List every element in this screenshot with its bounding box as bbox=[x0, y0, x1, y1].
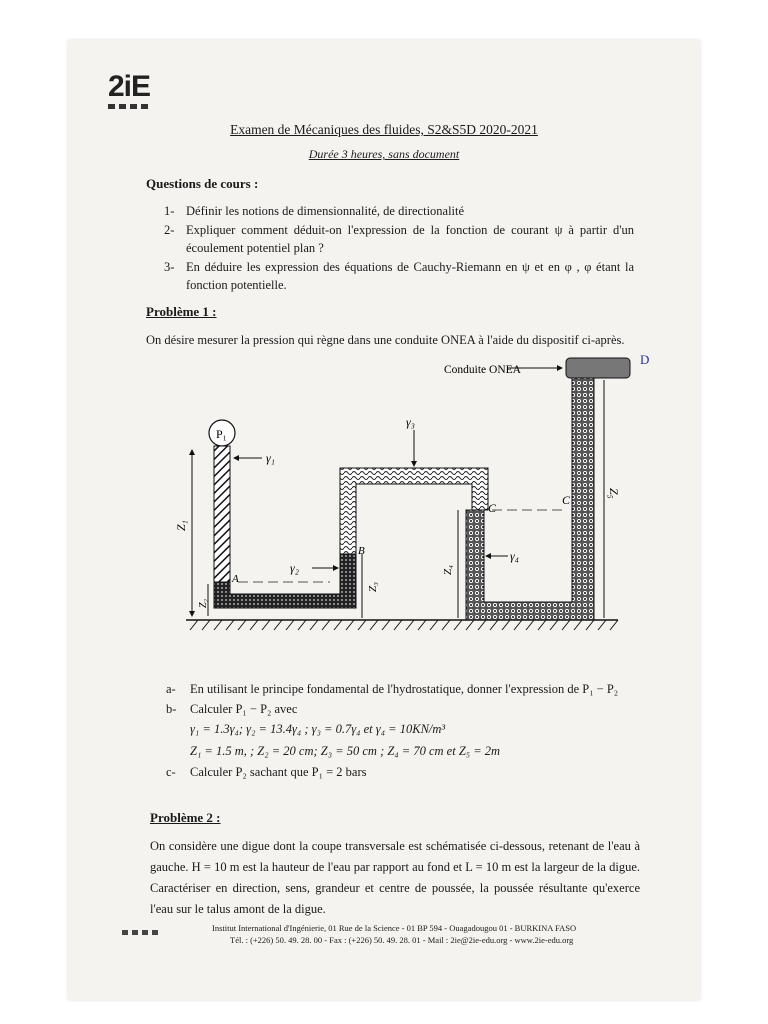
question-number: 1- bbox=[164, 204, 175, 218]
probleme1-item-a bbox=[166, 682, 618, 697]
question-item bbox=[164, 221, 634, 257]
question-number: 3- bbox=[164, 260, 175, 274]
item-text: Calculer P₂ sachant que P₁ = 2 bars bbox=[190, 765, 367, 779]
question-text: Expliquer comment déduit-on l'expression de la fonction de courant ψ à partir d'un écoulement potentiel plan ? bbox=[186, 223, 634, 255]
probleme1-gamma-values: γ₁ = 1.3γ₄; γ₂ = 13.4γ₄ ; γ₃ = 0.7γ₄ et γ₄ = 10KN/m³ bbox=[190, 722, 446, 736]
question-number: 2- bbox=[164, 223, 175, 237]
probleme1-item-b bbox=[166, 702, 297, 717]
probleme1-heading: Problème 1 : bbox=[146, 304, 217, 319]
p1-label: P₁ bbox=[216, 427, 227, 441]
z5-label: Z₅ bbox=[607, 488, 621, 499]
point-b-label: B bbox=[358, 545, 365, 557]
gamma1-label: γ₁ bbox=[266, 451, 275, 465]
question-item bbox=[164, 202, 634, 220]
point-c2-label: C bbox=[562, 493, 571, 507]
footer bbox=[212, 922, 576, 946]
point-c1-label: C bbox=[488, 501, 497, 515]
footer-dots bbox=[122, 930, 158, 935]
footer-address: Institut International d'Ingénierie, 01 Rue de la Science - 01 BP 594 - Ouagadougou 01 - BURKINA FASO bbox=[212, 923, 577, 933]
conduite-onea bbox=[566, 358, 630, 378]
question-text: Définir les notions de dimensionnalité, de directionalité bbox=[186, 204, 465, 218]
gamma4-label: γ₄ bbox=[510, 549, 519, 563]
ground-hatch bbox=[190, 620, 618, 630]
question-text: En déduire les expression des équations de Cauchy-Riemann en ψ et en φ , φ étant la fonction potentielle. bbox=[186, 260, 634, 292]
manometer-diagram bbox=[0, 350, 768, 650]
item-label: b- bbox=[166, 702, 177, 716]
probleme2-text: On considère une digue dont la coupe transversale est schématisée ci-dessous, retenant de l'eau à gauche. H = 10 m est la hauteur de l'eau par rapport au fond et L = 10 m est la largeur de la digue. Caractériser en direction, sens, grandeur et centre de poussée, la poussée résultante qu'exerce l'eau sur le talus amont de la digue. bbox=[150, 839, 640, 916]
logo-dots bbox=[108, 104, 150, 109]
item-label: a- bbox=[166, 682, 176, 696]
exam-title: Examen de Mécaniques des fluides, S2&S5D 2020-2021 bbox=[230, 122, 538, 137]
gamma1-column bbox=[214, 446, 230, 582]
point-a-label: A bbox=[232, 573, 239, 585]
logo-text: 2iE bbox=[108, 70, 151, 103]
probleme2-heading: Problème 2 : bbox=[150, 810, 221, 825]
item-text: En utilisant le principe fondamental de l'hydrostatique, donner l'expression de P₁ − P₂ bbox=[190, 682, 619, 696]
gamma3-label: γ₃ bbox=[406, 415, 415, 429]
probleme1-z-values: Z₁ = 1.5 m, ; Z₂ = 20 cm; Z₃ = 50 cm ; Z₄ = 70 cm et Z₅ = 2m bbox=[190, 744, 501, 758]
school-logo bbox=[108, 72, 150, 109]
z4-label: Z₄ bbox=[442, 565, 454, 575]
footer-contact: Tél. : (+226) 50. 49. 28. 00 - Fax : (+226) 50. 49. 28. 01 - Mail : 2ie@2ie-edu.org - www.2ie-edu.org bbox=[230, 935, 574, 945]
point-d-label: D bbox=[640, 352, 650, 367]
questions-heading: Questions de cours : bbox=[146, 176, 259, 191]
conduite-label: Conduite ONEA bbox=[444, 364, 521, 376]
gamma2-label: γ₂ bbox=[290, 561, 299, 575]
z1-label: Z₁ bbox=[174, 520, 188, 531]
z3-label: Z₃ bbox=[367, 582, 379, 592]
z2-label: Z₂ bbox=[198, 598, 209, 608]
probleme1-item-c bbox=[166, 765, 367, 780]
question-item bbox=[164, 258, 634, 294]
item-text: Calculer P₁ − P₂ avec bbox=[190, 702, 298, 716]
exam-duration: Durée 3 heures, sans document bbox=[308, 147, 460, 161]
probleme1-intro: On désire mesurer la pression qui règne dans une conduite ONEA à l'aide du dispositif ci-après. bbox=[146, 333, 625, 347]
item-label: c- bbox=[166, 765, 176, 779]
